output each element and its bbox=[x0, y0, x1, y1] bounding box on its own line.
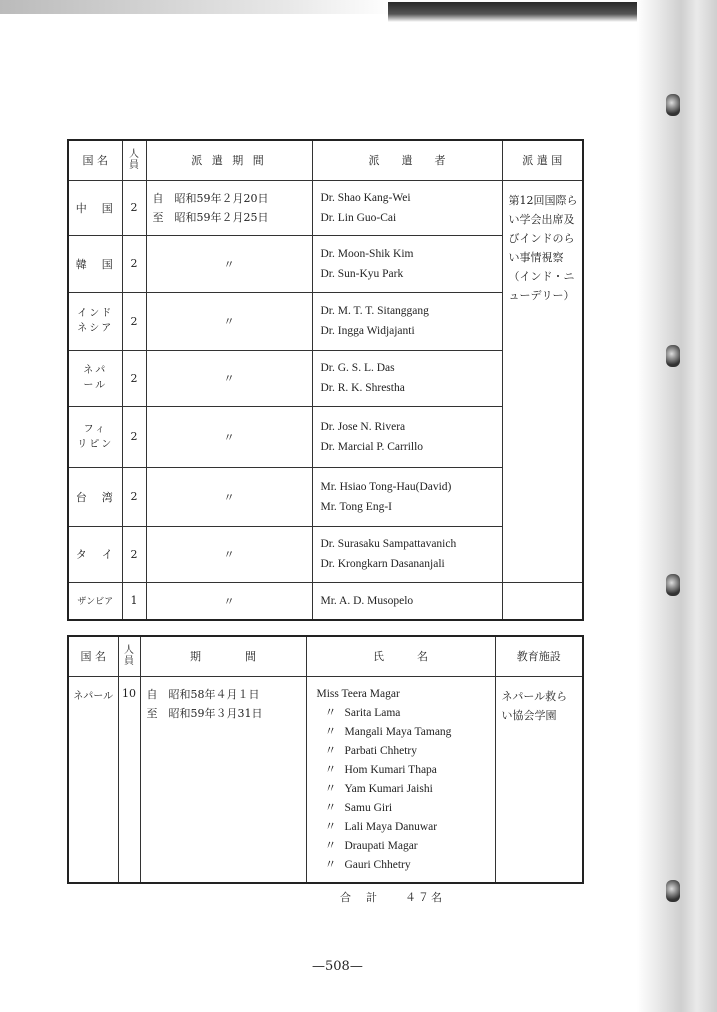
ditto-mark: 〃 bbox=[324, 801, 337, 814]
period-ditto: 〃 bbox=[146, 406, 312, 467]
person: Dr. R. K. Shrestha bbox=[320, 382, 405, 394]
page-number: —508— bbox=[312, 959, 363, 974]
person: Miss Teera Magar bbox=[316, 687, 400, 700]
country-cell: インド ネシア bbox=[68, 292, 122, 350]
count-cell: 2 bbox=[122, 292, 146, 350]
person: Dr. Sun-Kyu Park bbox=[320, 267, 404, 280]
ditto-mark: 〃 bbox=[324, 706, 337, 719]
header-name: 氏 名 bbox=[306, 636, 495, 676]
country-cell: 韓 国 bbox=[68, 235, 122, 292]
period-ditto: 〃 bbox=[146, 235, 312, 292]
person: Mr. Hsiao Tong-Hau(David) bbox=[320, 480, 452, 493]
binder-ring bbox=[666, 94, 680, 116]
country-cell: ザンビア bbox=[68, 582, 122, 620]
header-country: 国 名 bbox=[68, 636, 118, 676]
person: Dr. Lin Guo-Cai bbox=[320, 211, 397, 224]
person: Dr. Ingga Widjajanti bbox=[320, 325, 415, 337]
person bbox=[317, 780, 495, 799]
person bbox=[317, 723, 495, 742]
period-ditto: 〃 bbox=[146, 350, 312, 406]
count-cell: 2 bbox=[122, 467, 146, 526]
persons-cell bbox=[312, 467, 502, 526]
training-table bbox=[67, 635, 584, 884]
person: Mr. A. D. Musopelo bbox=[320, 594, 414, 607]
country-cell: ネパ ール bbox=[68, 350, 122, 406]
person: Dr. Krongkarn Dasananjali bbox=[320, 558, 445, 570]
count-cell: 2 bbox=[122, 180, 146, 235]
header-persons: 派 遣 者 bbox=[312, 140, 502, 180]
person-name: Mangali Maya Tamang bbox=[344, 725, 452, 738]
person: Mr. Tong Eng-I bbox=[320, 500, 392, 513]
period-from: 自 昭和59年２月20日 bbox=[152, 191, 269, 205]
binder-ring bbox=[666, 345, 680, 367]
header-destination: 派 遣 国 bbox=[502, 140, 583, 180]
period-ditto: 〃 bbox=[146, 292, 312, 350]
persons-cell bbox=[312, 292, 502, 350]
header-period: 期 間 bbox=[140, 636, 306, 676]
count-cell: 2 bbox=[122, 406, 146, 467]
ditto-mark: 〃 bbox=[324, 839, 337, 852]
period-from: 自 昭和58年４月１日 bbox=[146, 687, 260, 701]
count-cell: 1 bbox=[122, 582, 146, 620]
country-cell: 台 湾 bbox=[68, 467, 122, 526]
count-cell: 2 bbox=[122, 350, 146, 406]
country-cell: 中 国 bbox=[68, 180, 122, 235]
person bbox=[317, 799, 495, 818]
person-name: Parbati Chhetry bbox=[344, 744, 417, 757]
ditto-mark: 〃 bbox=[324, 820, 337, 833]
ditto-mark: 〃 bbox=[324, 744, 337, 757]
persons-cell bbox=[312, 582, 502, 620]
period-ditto: 〃 bbox=[146, 582, 312, 620]
person: Dr. Shao Kang-Wei bbox=[320, 191, 411, 204]
period-ditto: 〃 bbox=[146, 526, 312, 582]
period-to: 至 昭和59年３月31日 bbox=[146, 706, 263, 720]
destination-empty bbox=[502, 582, 583, 620]
persons-cell bbox=[312, 180, 502, 235]
table-row bbox=[68, 180, 583, 235]
binder-ring bbox=[666, 880, 680, 902]
names-cell bbox=[306, 676, 495, 883]
person-name: Yam Kumari Jaishi bbox=[344, 782, 433, 795]
header-count bbox=[118, 636, 140, 676]
binder-ring bbox=[666, 574, 680, 596]
person-name: Samu Giri bbox=[344, 801, 393, 814]
ditto-mark: 〃 bbox=[324, 782, 337, 795]
person: Dr. G. S. L. Das bbox=[320, 362, 395, 374]
person bbox=[317, 704, 495, 723]
period-to: 至 昭和59年２月25日 bbox=[152, 210, 269, 224]
persons-cell bbox=[312, 526, 502, 582]
header-count-text: 人 員 bbox=[129, 149, 139, 172]
person: Dr. Jose N. Rivera bbox=[320, 420, 406, 433]
header-count-text: 人 員 bbox=[124, 645, 134, 668]
person: Dr. M. T. T. Sitanggang bbox=[320, 305, 429, 317]
total-count: 合 計 ４７名 bbox=[340, 891, 444, 904]
person: Dr. Moon-Shik Kim bbox=[320, 247, 414, 260]
country-cell: ネパール bbox=[68, 676, 118, 883]
country-cell: タ イ bbox=[68, 526, 122, 582]
person-name: Gauri Chhetry bbox=[344, 858, 411, 871]
header-count bbox=[122, 140, 146, 180]
person-name: Draupati Magar bbox=[344, 839, 418, 852]
header-facility: 教育施設 bbox=[495, 636, 583, 676]
destination-cell: 第12回国際らい学会出席及びインドのらい事情視察（インド・ニューデリー） bbox=[502, 180, 583, 582]
persons-cell bbox=[312, 350, 502, 406]
header-country: 国 名 bbox=[68, 140, 122, 180]
ditto-mark: 〃 bbox=[324, 763, 337, 776]
country-cell: フィ リピン bbox=[68, 406, 122, 467]
header-period: 派 遣 期 間 bbox=[146, 140, 312, 180]
facility-cell: ネパール救らい協会学園 bbox=[495, 676, 583, 883]
ditto-mark: 〃 bbox=[324, 725, 337, 738]
person-name: Lali Maya Danuwar bbox=[344, 820, 438, 833]
binding-strip bbox=[637, 0, 717, 1012]
person bbox=[317, 761, 495, 780]
period-ditto: 〃 bbox=[146, 467, 312, 526]
count-cell: 10 bbox=[118, 676, 140, 883]
person bbox=[317, 856, 495, 875]
person: Dr. Marcial P. Carrillo bbox=[320, 440, 424, 453]
ditto-mark: 〃 bbox=[324, 858, 337, 871]
count-cell: 2 bbox=[122, 235, 146, 292]
dispatch-table bbox=[67, 139, 584, 621]
persons-cell bbox=[312, 235, 502, 292]
table-header-row bbox=[68, 140, 583, 180]
table-row bbox=[68, 582, 583, 620]
person bbox=[317, 818, 495, 837]
period-cell bbox=[140, 676, 306, 883]
period-cell bbox=[146, 180, 312, 235]
person: Dr. Surasaku Sampattavanich bbox=[320, 538, 457, 550]
person bbox=[317, 837, 495, 856]
person bbox=[317, 742, 495, 761]
persons-cell bbox=[312, 406, 502, 467]
table-row bbox=[68, 676, 583, 883]
person-name: Sarita Lama bbox=[344, 706, 401, 719]
count-cell: 2 bbox=[122, 526, 146, 582]
person-name: Hom Kumari Thapa bbox=[344, 763, 437, 776]
table-header-row bbox=[68, 636, 583, 676]
